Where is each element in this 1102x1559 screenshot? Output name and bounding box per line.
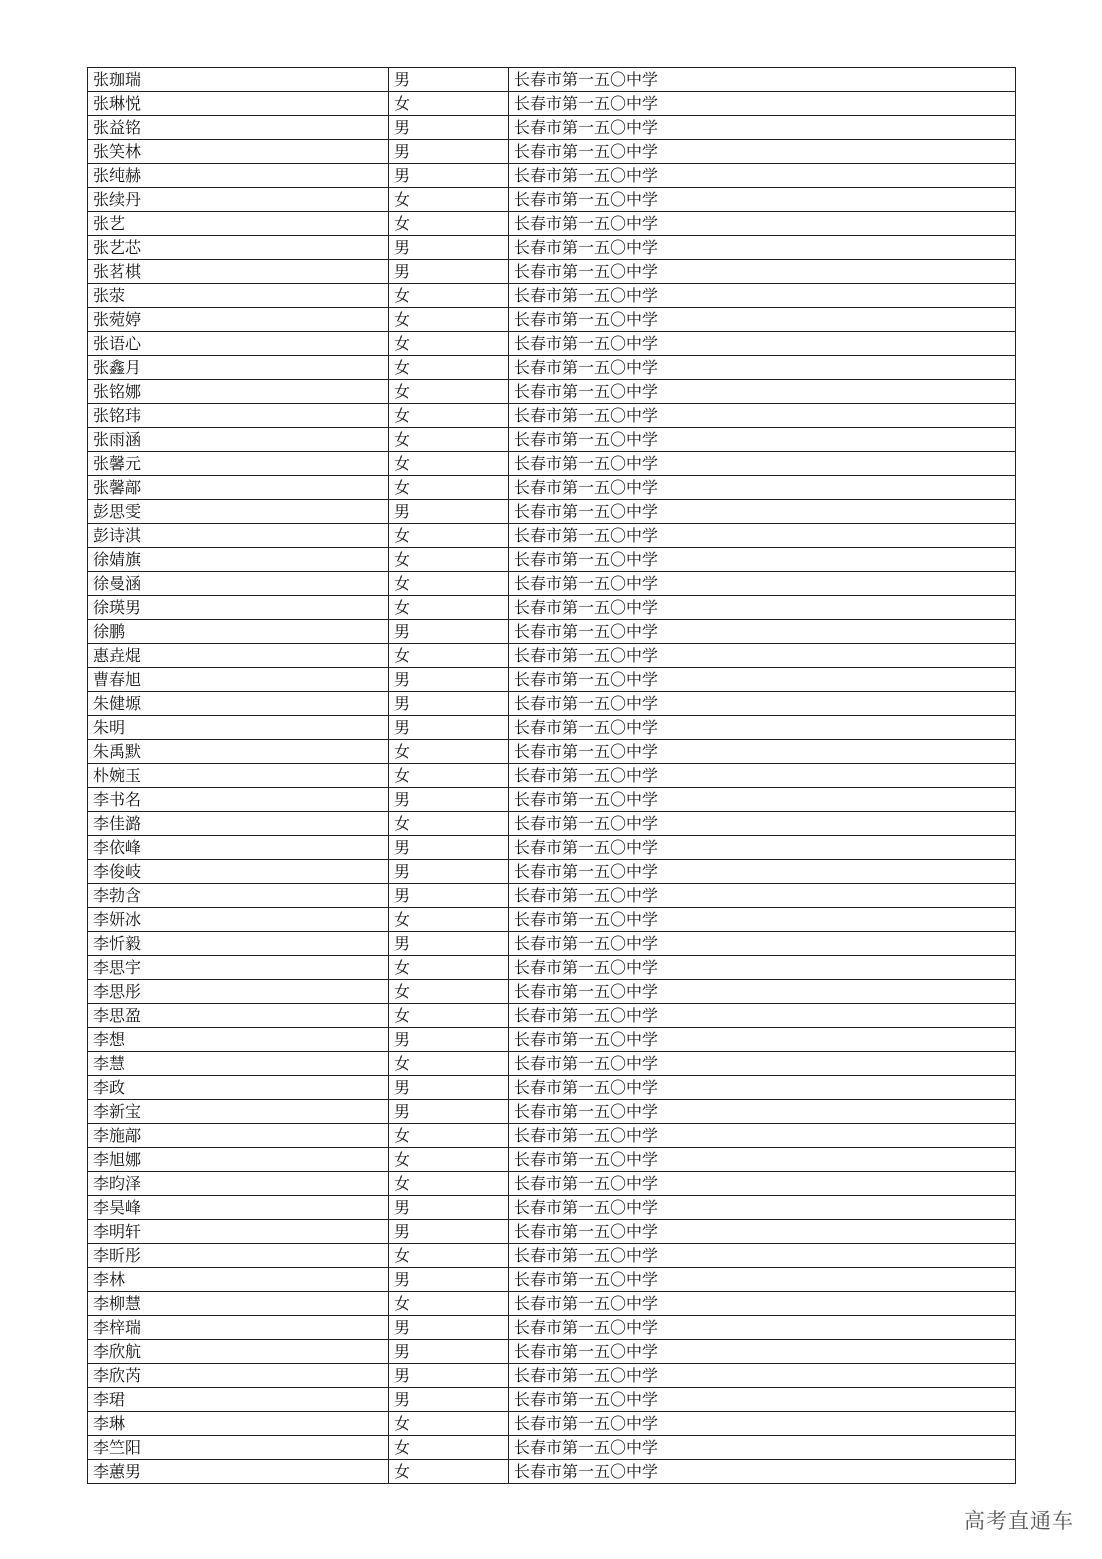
student-name-cell: 李妍冰: [88, 908, 389, 932]
table-row: [88, 692, 1016, 716]
table-row: [88, 1076, 1016, 1100]
gender-cell: 女: [389, 1292, 509, 1316]
gender-cell: 女: [389, 524, 509, 548]
student-name-cell: 李思盈: [88, 1004, 389, 1028]
gender-cell: 男: [389, 1268, 509, 1292]
school-cell: 长春市第一五〇中学: [509, 596, 1016, 620]
gender-cell: 男: [389, 668, 509, 692]
table-row: [88, 524, 1016, 548]
table-row: [88, 1172, 1016, 1196]
table-row: [88, 908, 1016, 932]
gender-cell: 男: [389, 164, 509, 188]
student-name-cell: 张笑林: [88, 140, 389, 164]
gender-cell: 女: [389, 812, 509, 836]
gender-cell: 女: [389, 188, 509, 212]
school-cell: 长春市第一五〇中学: [509, 260, 1016, 284]
student-name-cell: 李昀泽: [88, 1172, 389, 1196]
school-cell: 长春市第一五〇中学: [509, 860, 1016, 884]
table-row: [88, 500, 1016, 524]
student-name-cell: 张铭娜: [88, 380, 389, 404]
gender-cell: 女: [389, 572, 509, 596]
school-cell: 长春市第一五〇中学: [509, 452, 1016, 476]
table-row: [88, 356, 1016, 380]
student-name-cell: 李昕彤: [88, 1244, 389, 1268]
student-name-cell: 李欣航: [88, 1340, 389, 1364]
student-name-cell: 彭诗淇: [88, 524, 389, 548]
table-row: [88, 1148, 1016, 1172]
student-name-cell: 徐瑛男: [88, 596, 389, 620]
student-name-cell: 张艺: [88, 212, 389, 236]
gender-cell: 女: [389, 956, 509, 980]
student-list-table: [87, 67, 1016, 1484]
gender-cell: 女: [389, 644, 509, 668]
school-cell: 长春市第一五〇中学: [509, 1124, 1016, 1148]
student-list-body: [88, 68, 1016, 1484]
school-cell: 长春市第一五〇中学: [509, 1244, 1016, 1268]
student-name-cell: 李珺: [88, 1388, 389, 1412]
gender-cell: 男: [389, 1196, 509, 1220]
student-name-cell: 徐婧旗: [88, 548, 389, 572]
student-name-cell: 李佳潞: [88, 812, 389, 836]
student-name-cell: 李想: [88, 1028, 389, 1052]
gender-cell: 女: [389, 356, 509, 380]
gender-cell: 女: [389, 1244, 509, 1268]
table-row: [88, 1124, 1016, 1148]
school-cell: 长春市第一五〇中学: [509, 1148, 1016, 1172]
gender-cell: 男: [389, 716, 509, 740]
student-name-cell: 曹春旭: [88, 668, 389, 692]
student-name-cell: 张馨鄗: [88, 476, 389, 500]
school-cell: 长春市第一五〇中学: [509, 68, 1016, 92]
student-name-cell: 李政: [88, 1076, 389, 1100]
table-row: [88, 404, 1016, 428]
table-row: [88, 956, 1016, 980]
school-cell: 长春市第一五〇中学: [509, 332, 1016, 356]
school-cell: 长春市第一五〇中学: [509, 428, 1016, 452]
table-row: [88, 620, 1016, 644]
school-cell: 长春市第一五〇中学: [509, 932, 1016, 956]
school-cell: 长春市第一五〇中学: [509, 1172, 1016, 1196]
gender-cell: 男: [389, 1028, 509, 1052]
table-row: [88, 140, 1016, 164]
school-cell: 长春市第一五〇中学: [509, 1364, 1016, 1388]
student-name-cell: 徐鹏: [88, 620, 389, 644]
school-cell: 长春市第一五〇中学: [509, 476, 1016, 500]
table-row: [88, 284, 1016, 308]
table-row: [88, 668, 1016, 692]
school-cell: 长春市第一五〇中学: [509, 1196, 1016, 1220]
gender-cell: 女: [389, 740, 509, 764]
student-name-cell: 张纯赫: [88, 164, 389, 188]
table-row: [88, 380, 1016, 404]
gender-cell: 男: [389, 1076, 509, 1100]
gender-cell: 男: [389, 884, 509, 908]
table-row: [88, 548, 1016, 572]
table-row: [88, 1436, 1016, 1460]
table-row: [88, 1004, 1016, 1028]
student-name-cell: 张鑫月: [88, 356, 389, 380]
gender-cell: 女: [389, 476, 509, 500]
table-row: [88, 1340, 1016, 1364]
school-cell: 长春市第一五〇中学: [509, 668, 1016, 692]
school-cell: 长春市第一五〇中学: [509, 524, 1016, 548]
student-name-cell: 李柳慧: [88, 1292, 389, 1316]
table-row: [88, 452, 1016, 476]
school-cell: 长春市第一五〇中学: [509, 548, 1016, 572]
student-name-cell: 彭思雯: [88, 500, 389, 524]
table-row: [88, 596, 1016, 620]
student-name-cell: 张珈瑞: [88, 68, 389, 92]
school-cell: 长春市第一五〇中学: [509, 212, 1016, 236]
table-row: [88, 1196, 1016, 1220]
student-name-cell: 李依峰: [88, 836, 389, 860]
student-name-cell: 张益铭: [88, 116, 389, 140]
gender-cell: 男: [389, 1316, 509, 1340]
gender-cell: 男: [389, 932, 509, 956]
school-cell: 长春市第一五〇中学: [509, 1388, 1016, 1412]
table-row: [88, 764, 1016, 788]
gender-cell: 女: [389, 1148, 509, 1172]
school-cell: 长春市第一五〇中学: [509, 92, 1016, 116]
table-row: [88, 1028, 1016, 1052]
student-name-cell: 朱健塬: [88, 692, 389, 716]
table-row: [88, 788, 1016, 812]
student-name-cell: 张荥: [88, 284, 389, 308]
gender-cell: 女: [389, 404, 509, 428]
gender-cell: 男: [389, 1364, 509, 1388]
school-cell: 长春市第一五〇中学: [509, 1292, 1016, 1316]
table-row: [88, 644, 1016, 668]
gender-cell: 女: [389, 1004, 509, 1028]
student-name-cell: 李慧: [88, 1052, 389, 1076]
gender-cell: 女: [389, 596, 509, 620]
gender-cell: 女: [389, 1436, 509, 1460]
student-name-cell: 李蕙男: [88, 1460, 389, 1484]
student-name-cell: 李忻毅: [88, 932, 389, 956]
gender-cell: 女: [389, 1052, 509, 1076]
school-cell: 长春市第一五〇中学: [509, 1460, 1016, 1484]
student-name-cell: 张雨涵: [88, 428, 389, 452]
student-name-cell: 李欣芮: [88, 1364, 389, 1388]
school-cell: 长春市第一五〇中学: [509, 164, 1016, 188]
student-name-cell: 朱明: [88, 716, 389, 740]
table-row: [88, 188, 1016, 212]
gender-cell: 男: [389, 1220, 509, 1244]
school-cell: 长春市第一五〇中学: [509, 1316, 1016, 1340]
school-cell: 长春市第一五〇中学: [509, 692, 1016, 716]
table-row: [88, 740, 1016, 764]
gender-cell: 女: [389, 428, 509, 452]
gender-cell: 男: [389, 500, 509, 524]
table-row: [88, 1244, 1016, 1268]
table-row: [88, 68, 1016, 92]
gender-cell: 女: [389, 452, 509, 476]
school-cell: 长春市第一五〇中学: [509, 620, 1016, 644]
gender-cell: 女: [389, 548, 509, 572]
student-name-cell: 李新宝: [88, 1100, 389, 1124]
table-row: [88, 260, 1016, 284]
table-row: [88, 1364, 1016, 1388]
school-cell: 长春市第一五〇中学: [509, 404, 1016, 428]
school-cell: 长春市第一五〇中学: [509, 908, 1016, 932]
school-cell: 长春市第一五〇中学: [509, 572, 1016, 596]
school-cell: 长春市第一五〇中学: [509, 740, 1016, 764]
gender-cell: 男: [389, 260, 509, 284]
table-row: [88, 92, 1016, 116]
gender-cell: 男: [389, 140, 509, 164]
school-cell: 长春市第一五〇中学: [509, 1028, 1016, 1052]
school-cell: 长春市第一五〇中学: [509, 1220, 1016, 1244]
student-name-cell: 李琳: [88, 1412, 389, 1436]
gender-cell: 男: [389, 620, 509, 644]
school-cell: 长春市第一五〇中学: [509, 500, 1016, 524]
gender-cell: 男: [389, 236, 509, 260]
table-row: [88, 1220, 1016, 1244]
student-name-cell: 张铭玮: [88, 404, 389, 428]
school-cell: 长春市第一五〇中学: [509, 788, 1016, 812]
gender-cell: 女: [389, 1172, 509, 1196]
school-cell: 长春市第一五〇中学: [509, 1268, 1016, 1292]
gender-cell: 男: [389, 1388, 509, 1412]
table-row: [88, 1388, 1016, 1412]
gender-cell: 女: [389, 908, 509, 932]
student-name-cell: 张馨元: [88, 452, 389, 476]
student-name-cell: 朱禹默: [88, 740, 389, 764]
watermark-label: 高考直通车: [964, 1509, 1074, 1533]
school-cell: 长春市第一五〇中学: [509, 116, 1016, 140]
school-cell: 长春市第一五〇中学: [509, 1436, 1016, 1460]
school-cell: 长春市第一五〇中学: [509, 356, 1016, 380]
school-cell: 长春市第一五〇中学: [509, 1004, 1016, 1028]
table-row: [88, 572, 1016, 596]
table-row: [88, 428, 1016, 452]
table-row: [88, 212, 1016, 236]
student-name-cell: 李明轩: [88, 1220, 389, 1244]
gender-cell: 男: [389, 1340, 509, 1364]
student-name-cell: 李旭娜: [88, 1148, 389, 1172]
table-row: [88, 932, 1016, 956]
table-row: [88, 1292, 1016, 1316]
student-name-cell: 朴婉玉: [88, 764, 389, 788]
gender-cell: 女: [389, 764, 509, 788]
table-row: [88, 1316, 1016, 1340]
school-cell: 长春市第一五〇中学: [509, 836, 1016, 860]
gender-cell: 女: [389, 1124, 509, 1148]
gender-cell: 女: [389, 284, 509, 308]
gender-cell: 女: [389, 92, 509, 116]
student-name-cell: 李昊峰: [88, 1196, 389, 1220]
school-cell: 长春市第一五〇中学: [509, 1100, 1016, 1124]
school-cell: 长春市第一五〇中学: [509, 980, 1016, 1004]
gender-cell: 女: [389, 980, 509, 1004]
school-cell: 长春市第一五〇中学: [509, 1340, 1016, 1364]
school-cell: 长春市第一五〇中学: [509, 812, 1016, 836]
table-row: [88, 812, 1016, 836]
table-row: [88, 1412, 1016, 1436]
student-name-cell: 张琳悦: [88, 92, 389, 116]
gender-cell: 男: [389, 836, 509, 860]
student-name-cell: 李梓瑞: [88, 1316, 389, 1340]
student-name-cell: 惠垚焜: [88, 644, 389, 668]
school-cell: 长春市第一五〇中学: [509, 236, 1016, 260]
table-row: [88, 332, 1016, 356]
gender-cell: 男: [389, 1100, 509, 1124]
student-name-cell: 李思宇: [88, 956, 389, 980]
gender-cell: 女: [389, 308, 509, 332]
student-name-cell: 李书名: [88, 788, 389, 812]
school-cell: 长春市第一五〇中学: [509, 884, 1016, 908]
student-name-cell: 李竺阳: [88, 1436, 389, 1460]
gender-cell: 男: [389, 692, 509, 716]
student-name-cell: 李俊岐: [88, 860, 389, 884]
student-name-cell: 李勃含: [88, 884, 389, 908]
table-row: [88, 476, 1016, 500]
student-name-cell: 张续丹: [88, 188, 389, 212]
gender-cell: 女: [389, 1460, 509, 1484]
gender-cell: 男: [389, 788, 509, 812]
student-name-cell: 张艺芯: [88, 236, 389, 260]
table-row: [88, 716, 1016, 740]
school-cell: 长春市第一五〇中学: [509, 1412, 1016, 1436]
table-row: [88, 1100, 1016, 1124]
student-name-cell: 张茗棋: [88, 260, 389, 284]
gender-cell: 男: [389, 116, 509, 140]
student-name-cell: 李思彤: [88, 980, 389, 1004]
school-cell: 长春市第一五〇中学: [509, 140, 1016, 164]
school-cell: 长春市第一五〇中学: [509, 1052, 1016, 1076]
school-cell: 长春市第一五〇中学: [509, 764, 1016, 788]
table-row: [88, 1268, 1016, 1292]
student-name-cell: 李施鄗: [88, 1124, 389, 1148]
table-row: [88, 236, 1016, 260]
school-cell: 长春市第一五〇中学: [509, 956, 1016, 980]
student-name-cell: 徐曼涵: [88, 572, 389, 596]
table-row: [88, 836, 1016, 860]
table-row: [88, 308, 1016, 332]
school-cell: 长春市第一五〇中学: [509, 188, 1016, 212]
table-row: [88, 1052, 1016, 1076]
table-row: [88, 884, 1016, 908]
gender-cell: 女: [389, 212, 509, 236]
table-row: [88, 116, 1016, 140]
school-cell: 长春市第一五〇中学: [509, 644, 1016, 668]
table-row: [88, 1460, 1016, 1484]
school-cell: 长春市第一五〇中学: [509, 308, 1016, 332]
table-row: [88, 860, 1016, 884]
gender-cell: 男: [389, 860, 509, 884]
gender-cell: 女: [389, 380, 509, 404]
student-name-cell: 李林: [88, 1268, 389, 1292]
table-row: [88, 164, 1016, 188]
table-row: [88, 980, 1016, 1004]
school-cell: 长春市第一五〇中学: [509, 1076, 1016, 1100]
gender-cell: 女: [389, 1412, 509, 1436]
student-name-cell: 张菀婷: [88, 308, 389, 332]
school-cell: 长春市第一五〇中学: [509, 380, 1016, 404]
gender-cell: 男: [389, 68, 509, 92]
student-name-cell: 张语心: [88, 332, 389, 356]
gender-cell: 女: [389, 332, 509, 356]
school-cell: 长春市第一五〇中学: [509, 716, 1016, 740]
school-cell: 长春市第一五〇中学: [509, 284, 1016, 308]
